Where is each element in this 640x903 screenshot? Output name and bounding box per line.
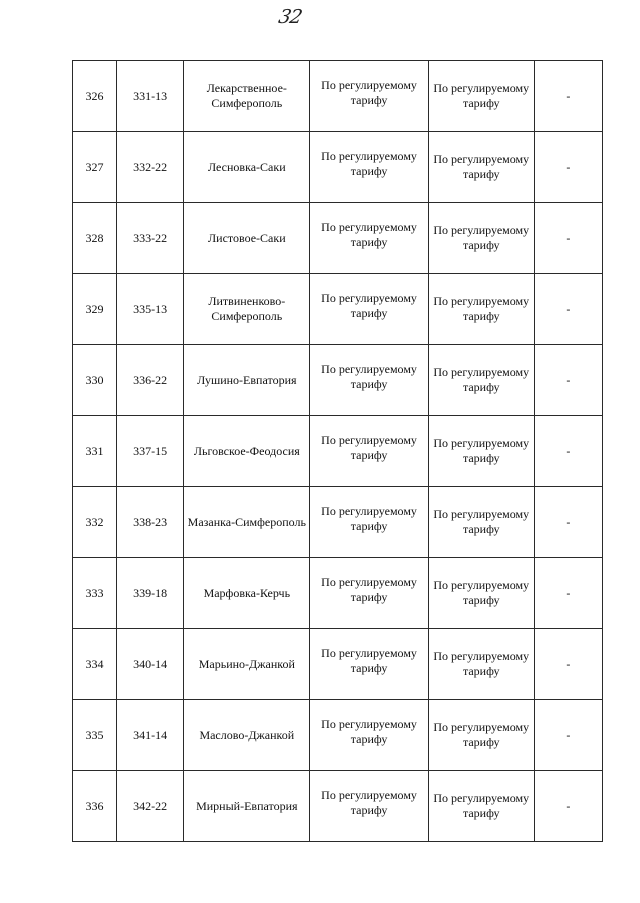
dash-cell: - [534, 132, 602, 203]
route-code-cell: 332-22 [117, 132, 184, 203]
table-row [73, 629, 603, 700]
route-name-cell: Лушино-Евпатория [184, 345, 310, 416]
row-number-cell: 335 [73, 700, 117, 771]
dash-cell: - [534, 416, 602, 487]
route-name-cell: Маслово-Джанкой [184, 700, 310, 771]
table-row [73, 203, 603, 274]
tariff-cell: По регулируемому тарифу [310, 558, 428, 629]
dash-cell: - [534, 629, 602, 700]
table-row [73, 274, 603, 345]
tariff-cell: По регулируемому тарифу [428, 700, 534, 771]
route-name-cell: Лесновка-Саки [184, 132, 310, 203]
tariff-cell: По регулируемому тарифу [428, 416, 534, 487]
dash-cell: - [534, 771, 602, 842]
row-number-cell: 328 [73, 203, 117, 274]
tariff-cell: По регулируемому тарифу [310, 416, 428, 487]
route-code-cell: 341-14 [117, 700, 184, 771]
row-number-cell: 332 [73, 487, 117, 558]
tariff-cell: По регулируемому тарифу [310, 132, 428, 203]
row-number-cell: 334 [73, 629, 117, 700]
table-body [73, 61, 603, 842]
route-code-cell: 340-14 [117, 629, 184, 700]
route-tariff-table [72, 60, 603, 842]
route-name-cell: Лекарственное-Симферополь [184, 61, 310, 132]
tariff-cell: По регулируемому тарифу [428, 61, 534, 132]
row-number-cell: 330 [73, 345, 117, 416]
dash-cell: - [534, 487, 602, 558]
table-row [73, 345, 603, 416]
tariff-cell: По регулируемому тарифу [310, 203, 428, 274]
row-number-cell: 336 [73, 771, 117, 842]
route-code-cell: 335-13 [117, 274, 184, 345]
tariff-cell: По регулируемому тарифу [428, 558, 534, 629]
tariff-cell: По регулируемому тарифу [310, 487, 428, 558]
table-row [73, 558, 603, 629]
tariff-cell: По регулируемому тарифу [428, 629, 534, 700]
route-name-cell: Литвиненково-Симферополь [184, 274, 310, 345]
tariff-cell: По регулируемому тарифу [428, 274, 534, 345]
page-number: 32 [276, 6, 304, 28]
tariff-cell: По регулируемому тарифу [428, 345, 534, 416]
row-number-cell: 329 [73, 274, 117, 345]
dash-cell: - [534, 203, 602, 274]
route-code-cell: 333-22 [117, 203, 184, 274]
route-name-cell: Мазанка-Симферополь [184, 487, 310, 558]
tariff-cell: По регулируемому тарифу [428, 132, 534, 203]
tariff-cell: По регулируемому тарифу [428, 771, 534, 842]
table-row [73, 132, 603, 203]
row-number-cell: 333 [73, 558, 117, 629]
row-number-cell: 326 [73, 61, 117, 132]
route-code-cell: 339-18 [117, 558, 184, 629]
dash-cell: - [534, 61, 602, 132]
route-code-cell: 336-22 [117, 345, 184, 416]
tariff-cell: По регулируемому тарифу [310, 629, 428, 700]
route-code-cell: 331-13 [117, 61, 184, 132]
dash-cell: - [534, 274, 602, 345]
tariff-cell: По регулируемому тарифу [428, 487, 534, 558]
row-number-cell: 331 [73, 416, 117, 487]
route-name-cell: Льговское-Феодосия [184, 416, 310, 487]
route-name-cell: Марьино-Джанкой [184, 629, 310, 700]
tariff-cell: По регулируемому тарифу [428, 203, 534, 274]
tariff-cell: По регулируемому тарифу [310, 274, 428, 345]
route-name-cell: Листовое-Саки [184, 203, 310, 274]
route-code-cell: 337-15 [117, 416, 184, 487]
route-name-cell: Мирный-Евпатория [184, 771, 310, 842]
table-row [73, 771, 603, 842]
tariff-cell: По регулируемому тарифу [310, 771, 428, 842]
route-code-cell: 338-23 [117, 487, 184, 558]
tariff-cell: По регулируемому тарифу [310, 345, 428, 416]
route-name-cell: Марфовка-Керчь [184, 558, 310, 629]
dash-cell: - [534, 700, 602, 771]
tariff-cell: По регулируемому тарифу [310, 700, 428, 771]
dash-cell: - [534, 345, 602, 416]
row-number-cell: 327 [73, 132, 117, 203]
tariff-cell: По регулируемому тарифу [310, 61, 428, 132]
table-row [73, 700, 603, 771]
table-row [73, 416, 603, 487]
dash-cell: - [534, 558, 602, 629]
table-row [73, 487, 603, 558]
table-row [73, 61, 603, 132]
route-code-cell: 342-22 [117, 771, 184, 842]
